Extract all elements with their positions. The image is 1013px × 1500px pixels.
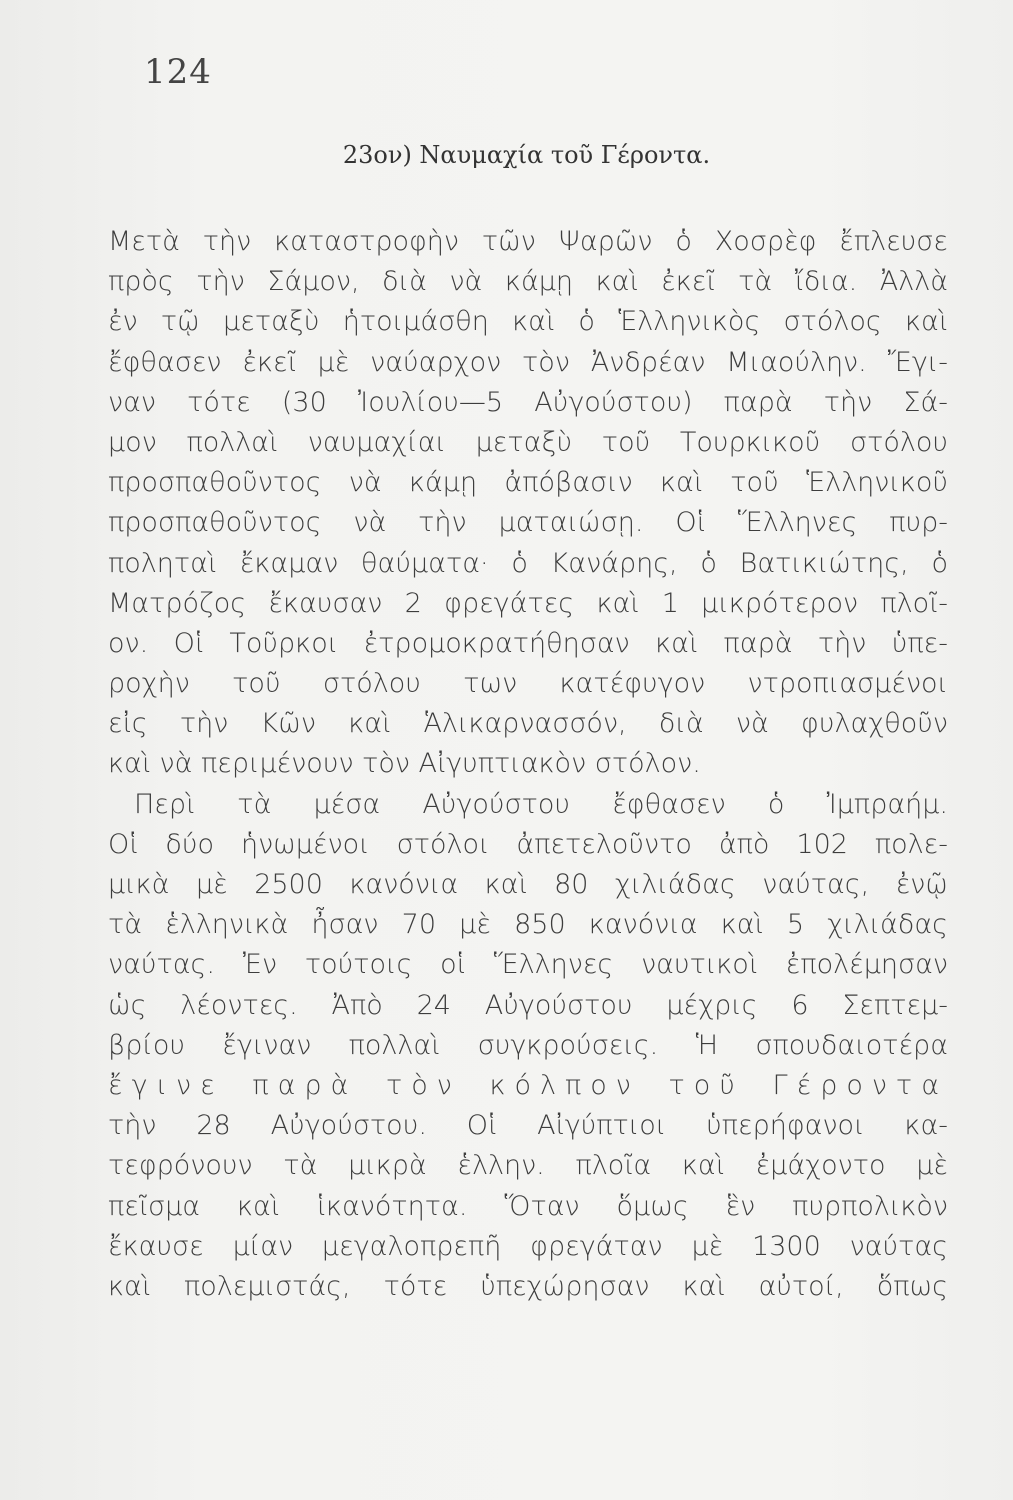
text-line: πρὸς τὴν Σάμον, διὰ νὰ κάμῃ καὶ ἐκεῖ τὰ ἴδια. Ἀλλὰ — [108, 266, 948, 298]
text-line: τεφρόνουν τὰ μικρὰ ἑλλην. πλοῖα καὶ ἐμάχοντο μὲ — [108, 1150, 948, 1182]
text-line: καὶ πολεμιστάς, τότε ὑπεχώρησαν καὶ αὐτοί, ὅπως — [108, 1270, 948, 1302]
text-line: τὴν 28 Αὐγούστου. Οἱ Αἰγύπτιοι ὑπερήφανοι κα- — [108, 1110, 948, 1142]
text-line: Οἱ δύο ἡνωμένοι στόλοι ἀπετελοῦντο ἀπὸ 102 πολε- — [108, 828, 948, 860]
text-line: πεῖσμα καὶ ἱκανότητα. Ὅταν ὅμως ἓν πυρπολικὸν — [108, 1190, 948, 1222]
text-line: ἔκαυσε μίαν μεγαλοπρεπῆ φρεγάταν μὲ 1300 ναύτας — [108, 1230, 948, 1262]
text-line: προσπαθοῦντος νὰ κάμῃ ἀπόβασιν καὶ τοῦ Ἑλληνικοῦ — [108, 467, 948, 499]
text-line: ροχὴν τοῦ στόλου των κατέφυγον ντροπιασμένοι — [108, 668, 948, 700]
text-line: Μετὰ τὴν καταστροφὴν τῶν Ψαρῶν ὁ Χοσρὲφ ἔπλευσε — [108, 226, 948, 257]
text-line: Ματρόζος ἔκαυσαν 2 φρεγάτες καὶ 1 μικρότερον πλοῖ- — [108, 587, 948, 619]
text-line: τὰ ἑλληνικὰ ἦσαν 70 μὲ 850 κανόνια καὶ 5 χιλιάδας — [108, 909, 948, 941]
text-line: ἔφθασεν ἐκεῖ μὲ ναύαρχον τὸν Ἀνδρέαν Μιαούλην. Ἔγι- — [108, 346, 948, 378]
text-line: εἰς τὴν Κῶν καὶ Ἁλικαρνασσόν, διὰ νὰ φυλαχθοῦν — [108, 708, 948, 740]
page-number: 124 — [144, 52, 212, 92]
body-text — [108, 222, 948, 1307]
text-line: ποληταὶ ἔκαμαν θαύματα· ὁ Κανάρης, ὁ Βατικιώτης, ὁ — [108, 547, 948, 579]
text-line: Περὶ τὰ μέσα Αὐγούστου ἔφθασεν ὁ Ἰμπραήμ. — [134, 788, 948, 820]
chapter-title: 23ον) Ναυμαχία τοῦ Γέροντα. — [342, 141, 711, 169]
text-line: ον. Οἱ Τοῦρκοι ἐτρομοκρατήθησαν καὶ παρὰ τὴν ὑπε- — [108, 627, 948, 659]
text-line: μον πολλαὶ ναυμαχίαι μεταξὺ τοῦ Τουρκικοῦ στόλου — [108, 426, 948, 458]
text-line: ναύτας. Ἐν τούτοις οἱ Ἕλληνες ναυτικοὶ ἐπολέμησαν — [108, 949, 948, 981]
text-line: ὡς λέοντες. Ἀπὸ 24 Αὐγούστου μέχρις 6 Σεπτεμ- — [108, 989, 948, 1021]
text-line: μικὰ μὲ 2500 κανόνια καὶ 80 χιλιάδας ναύτας, ἐνῷ — [108, 869, 948, 900]
text-line: καὶ νὰ περιμένουν τὸν Αἰγυπτιακὸν στόλον. — [108, 748, 701, 780]
text-line: βρίου ἔγιναν πολλαὶ συγκρούσεις. Ἡ σπουδαιοτέρα — [108, 1029, 948, 1061]
text-line: προσπαθοῦντος νὰ τὴν ματαιώσῃ. Οἱ Ἕλληνες πυρ- — [108, 507, 948, 539]
text-line: ἐν τῷ μεταξὺ ἡτοιμάσθη καὶ ὁ Ἑλληνικὸς στόλος καὶ — [108, 306, 948, 338]
text-line: ναν τότε (30 Ἰουλίου—5 Αὐγούστου) παρὰ τὴν Σά- — [108, 386, 948, 418]
text-line: ἔγινε παρὰ τὸν κόλπον τοῦ Γέροντα — [108, 1069, 948, 1101]
